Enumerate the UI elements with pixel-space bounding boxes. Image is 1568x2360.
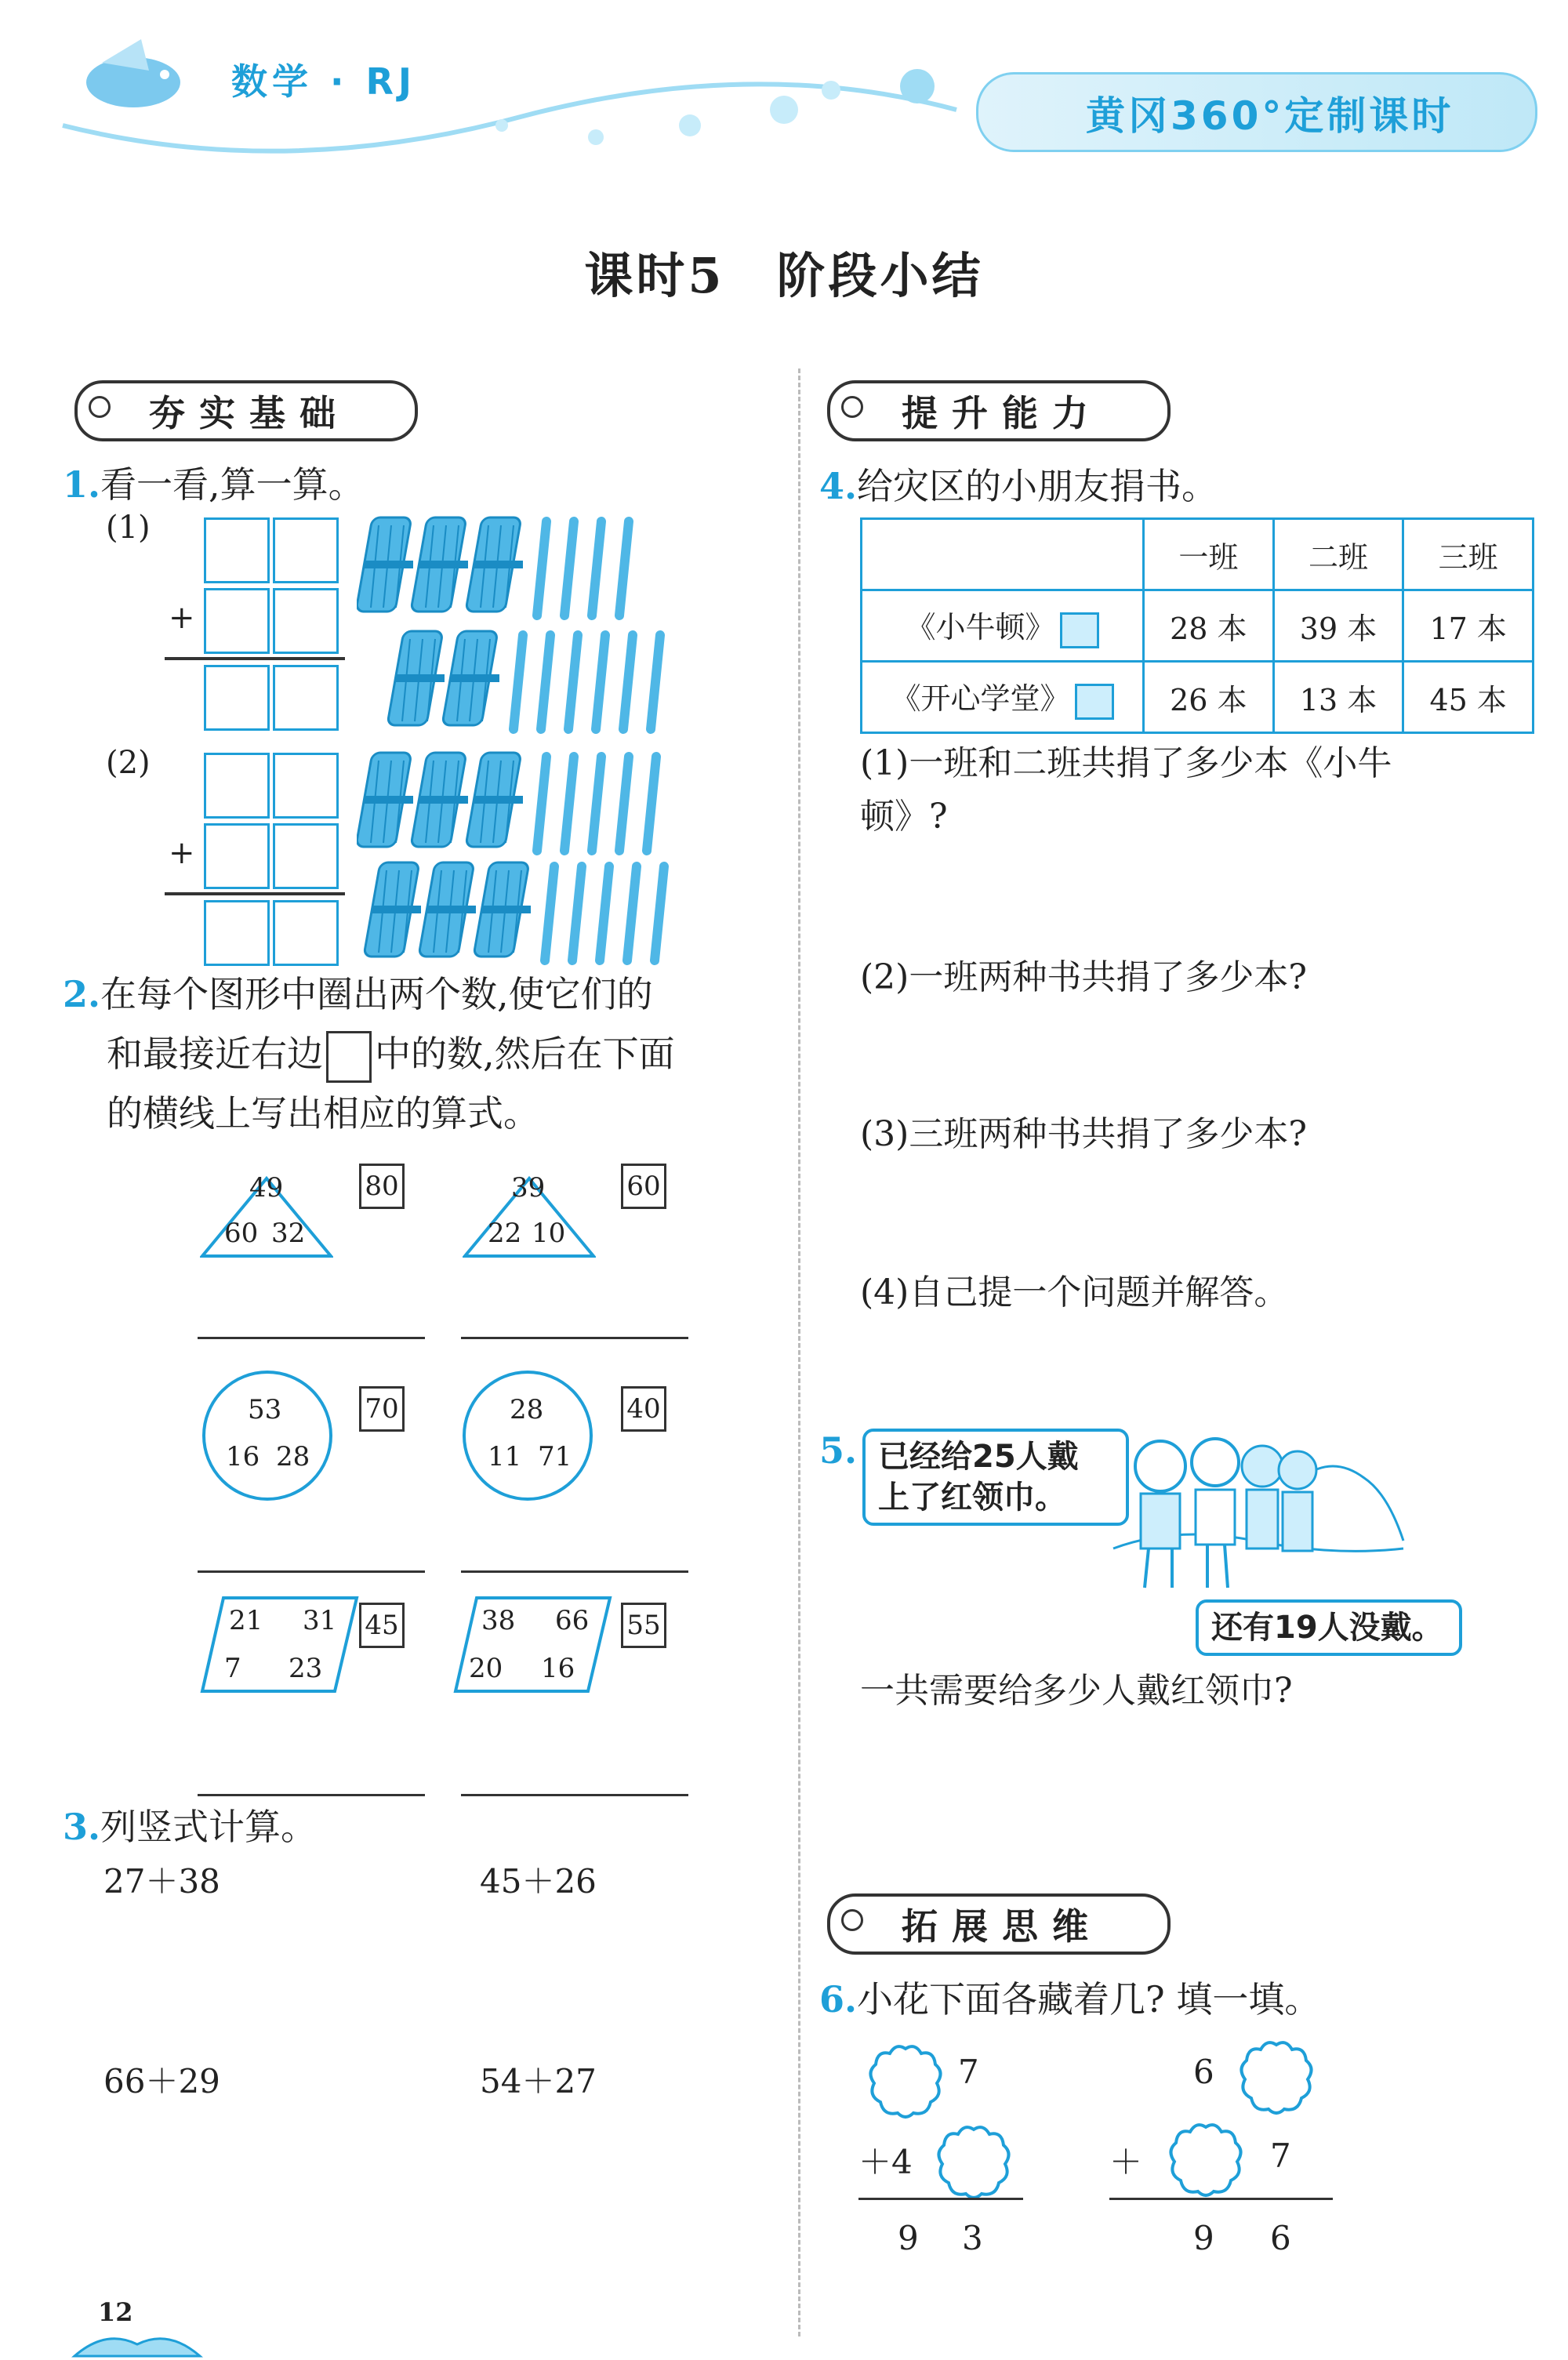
table-cell: 28 本 [1144,590,1274,662]
plus-sign: + [169,600,195,636]
flower-icon[interactable] [1167,2121,1245,2199]
part-label: (1) [106,510,151,546]
table-corner-cell [862,519,1144,590]
question-number: 2. [63,973,101,1015]
addend-text: ＋4 [858,2143,913,2181]
question-number: 1. [63,463,101,506]
table-header-cell: 一班 [1144,519,1274,590]
calc-item: 54＋27 [480,2062,597,2100]
shape-number[interactable]: 38 [481,1605,516,1636]
bubble-text: 已经给25人戴 [878,1439,1079,1475]
shape-number[interactable]: 28 [276,1441,310,1472]
target-number-box: 40 [621,1386,666,1432]
table-cell: 13 本 [1273,662,1403,733]
calc-item: 66＋29 [103,2062,220,2100]
digit: 7 [958,2053,979,2091]
answer-line[interactable] [198,1337,425,1339]
part-label: (2) [106,745,151,781]
page-title: 课时5 阶段小结 [584,247,984,304]
ring-icon [841,1909,863,1931]
digit-box[interactable] [273,753,339,819]
section-header-extension [827,1893,1180,1948]
plus-sign: + [169,835,195,871]
question-6 [819,1970,1320,2029]
digit-box[interactable] [273,900,339,966]
shape-number[interactable]: 31 [303,1605,337,1636]
table-cell: 45 本 [1403,662,1534,733]
question-text-line: 在每个图形中圈出两个数,使它们的 [100,973,653,1015]
question-3 [63,1797,317,1857]
target-number-box: 45 [359,1603,405,1648]
book-title: 《开心学堂》 [891,681,1070,717]
section-title: 拓展思维 [902,1905,1102,1948]
shape-number[interactable]: 60 [224,1218,259,1249]
sub-question-text: (1)一班和二班共捐了多少本《小牛 [860,743,1392,783]
question-4 [819,456,1218,516]
question-text: 给灾区的小朋友捐书。 [857,465,1218,507]
digit-box[interactable] [273,588,339,654]
flower-icon[interactable] [866,2042,945,2121]
column-divider [798,369,800,2336]
digit-box[interactable] [204,823,270,889]
table-row [862,662,1534,733]
section-title: 夯实基础 [149,392,350,434]
digit-box[interactable] [204,665,270,731]
flower-icon[interactable] [935,2123,1013,2202]
children-illustration [1098,1431,1411,1592]
table-header-cell: 二班 [1273,519,1403,590]
shape-number[interactable]: 32 [271,1218,306,1249]
book-title-cell [862,662,1144,733]
question-text-line: 中的数,然后在下面 [375,1033,675,1075]
table-cell: 39 本 [1273,590,1403,662]
table-row [862,590,1534,662]
speech-bubble [862,1429,1129,1526]
ring-icon [89,396,111,418]
target-number-box: 70 [359,1386,405,1432]
book-icon [1075,684,1114,720]
question-text-line: 和最接近右边 [107,1033,323,1075]
digit-box[interactable] [273,517,339,583]
header-decoration [47,31,988,165]
answer-line[interactable] [461,1337,688,1339]
sum-rule [858,2198,1023,2200]
shape-number[interactable]: 71 [538,1441,572,1472]
digit-box[interactable] [204,900,270,966]
shape-number[interactable]: 7 [224,1653,241,1684]
question-2 [63,964,784,1143]
series-label: 黄冈360°定制课时 [1086,93,1454,139]
sum-rule [165,657,345,660]
section-title: 提升能力 [902,392,1102,434]
sub-question-3: (3)三班两种书共捐了多少本? [860,1114,1307,1154]
subject-label: 数学 · RJ [231,60,417,103]
target-number-box: 60 [621,1164,666,1209]
book-title: 《小牛顿》 [906,610,1055,645]
question-text: 小花下面各藏着几? 填一填。 [857,1978,1321,2021]
shape-number[interactable]: 23 [289,1653,323,1684]
donation-table [860,517,1534,734]
target-number-box: 55 [621,1603,666,1648]
answer-line[interactable] [461,1570,688,1573]
section-header-basics [74,380,427,435]
target-number-box: 80 [359,1164,405,1209]
section-header-ability [827,380,1180,435]
digit-box[interactable] [204,588,270,654]
table-header-cell: 三班 [1403,519,1534,590]
shape-number[interactable]: 49 [249,1172,284,1204]
circle-shape [202,1371,332,1501]
ring-icon [841,396,863,418]
shape-number[interactable]: 11 [488,1441,522,1472]
speech-bubble: 还有19人没戴。 [1196,1599,1462,1656]
answer-line[interactable] [461,1794,688,1796]
vertical-addition-grid [165,753,353,968]
calc-item: 45＋26 [480,1862,597,1901]
shape-number[interactable]: 20 [469,1653,503,1684]
calc-item: 27＋38 [103,1862,220,1901]
circle-shape [463,1371,593,1501]
bubble-text: 上了红领巾。 [878,1480,1066,1516]
shape-number[interactable]: 28 [510,1394,544,1425]
shape-number[interactable]: 53 [248,1394,282,1425]
question-text: 看一看,算一算。 [100,463,365,506]
vertical-addition-grid [165,517,353,733]
sub-question-4: (4)自己提一个问题并解答。 [860,1273,1289,1313]
answer-line[interactable] [198,1794,425,1796]
sub-question-1 [860,737,1550,844]
shape-number[interactable]: 22 [488,1218,522,1249]
sub-question-2: (2)一班两种书共捐了多少本? [860,957,1307,997]
digit-box[interactable] [204,517,270,583]
question-5-text: 一共需要给多少人戴红领巾? [860,1671,1293,1711]
flower-icon[interactable] [1237,2039,1316,2117]
shape-number[interactable]: 16 [541,1653,575,1684]
question-1 [63,455,365,514]
shape-number[interactable]: 21 [229,1605,263,1636]
sum-rule [165,892,345,895]
digit-box[interactable] [204,753,270,819]
counting-sticks-illustration [357,510,710,972]
question-5-number [819,1421,857,1480]
question-number: 4. [819,465,858,507]
question-number: 5. [819,1429,858,1472]
table-cell: 17 本 [1403,590,1534,662]
digit-box[interactable] [273,823,339,889]
digit: 6 [1193,2053,1214,2091]
book-icon [1060,612,1099,648]
plus-sign: ＋ [1109,2143,1143,2181]
digit: 9 [1193,2219,1214,2257]
sub-question-text: 顿》? [860,797,948,837]
question-text: 列竖式计算。 [100,1806,318,1848]
page-number: 12 [98,2297,133,2327]
table-cell: 26 本 [1144,662,1274,733]
digit: 3 [962,2219,983,2257]
shape-number[interactable]: 66 [555,1605,590,1636]
example-box [326,1031,372,1083]
question-number: 6. [819,1978,858,2021]
shape-number[interactable]: 16 [226,1441,260,1472]
shape-number[interactable]: 10 [532,1218,566,1249]
answer-line[interactable] [198,1570,425,1573]
table-header-row [862,519,1534,590]
digit: 7 [1270,2137,1291,2175]
book-icon [71,2325,204,2360]
digit: 6 [1270,2219,1291,2257]
question-text-line: 的横线上写出相应的算式。 [107,1092,539,1135]
digit: 9 [898,2219,919,2257]
question-number: 3. [63,1806,101,1848]
digit-box[interactable] [273,665,339,731]
shape-number[interactable]: 39 [511,1172,546,1204]
sum-rule [1109,2198,1333,2200]
book-title-cell [862,590,1144,662]
